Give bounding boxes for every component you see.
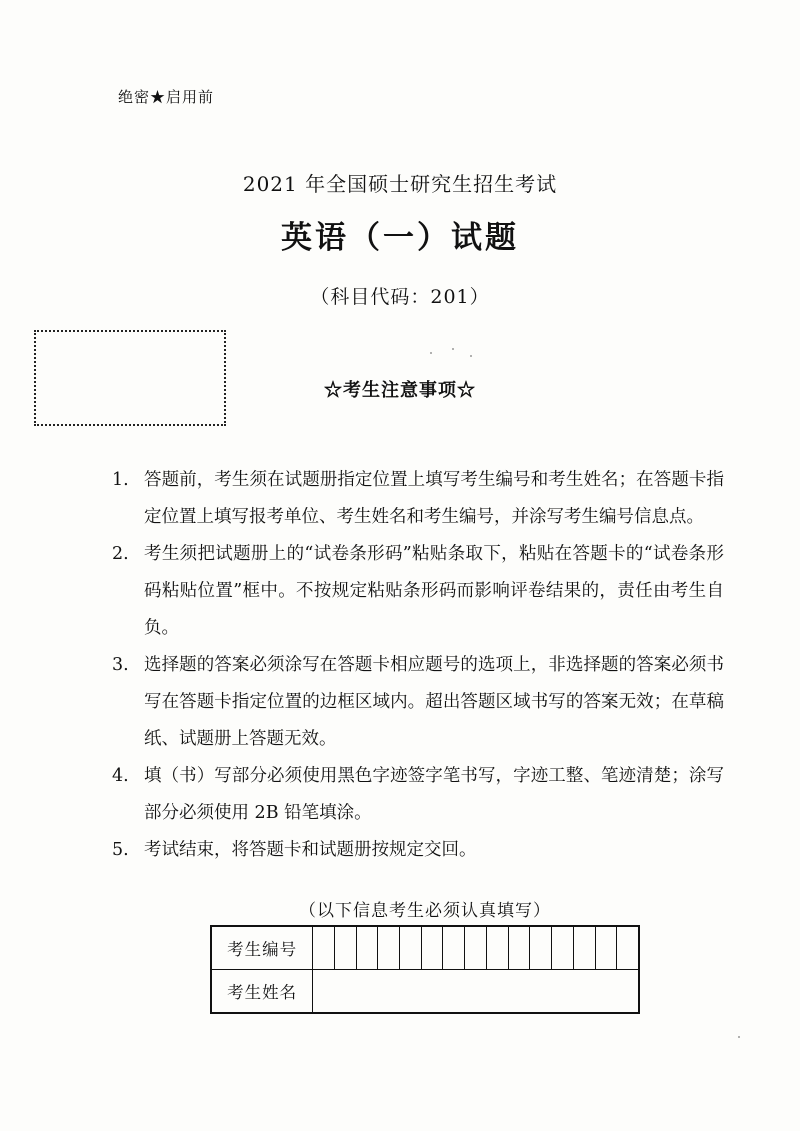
instruction-number: 1. [112, 470, 129, 490]
candidate-number-digit-cell[interactable] [313, 926, 335, 970]
candidate-name-row [211, 970, 639, 1014]
instruction-number: 3. [112, 655, 129, 675]
scan-speck [452, 348, 454, 350]
instructions-list [112, 462, 724, 869]
candidate-number-digit-cell[interactable] [595, 926, 617, 970]
candidate-info-table [210, 925, 640, 1014]
instruction-number: 2. [112, 544, 129, 564]
notice-title: ☆考生注意事项☆ [324, 380, 476, 401]
instruction-item [112, 462, 724, 536]
subject-code: （科目代码：201） [310, 286, 490, 308]
scan-speck [430, 352, 432, 354]
candidate-number-digit-cell[interactable] [334, 926, 356, 970]
exam-name: 2021 年全国硕士研究生招生考试 [242, 172, 558, 196]
instruction-text: 填（书）写部分必须使用黑色字迹签字笔书写，字迹工整、笔迹清楚；涂写部分必须使用 2B 铅笔填涂。 [144, 766, 724, 823]
candidate-name-label: 考生姓名 [211, 970, 313, 1014]
candidate-number-digit-cell[interactable] [443, 926, 465, 970]
candidate-number-digit-cell[interactable] [508, 926, 530, 970]
fill-note: （以下信息考生必须认真填写） [299, 901, 551, 921]
instruction-number: 4. [112, 766, 129, 786]
candidate-number-digit-cell[interactable] [486, 926, 508, 970]
confidential-mark: 绝密★启用前 [118, 88, 215, 106]
instruction-item [112, 536, 724, 647]
candidate-number-digit-cell[interactable] [400, 926, 422, 970]
page-title: 英语（一）试题 [281, 220, 519, 256]
candidate-number-digit-cell[interactable] [552, 926, 574, 970]
candidate-number-digit-cell[interactable] [378, 926, 400, 970]
candidate-number-digit-cell[interactable] [573, 926, 595, 970]
candidate-number-digit-cell[interactable] [530, 926, 552, 970]
instruction-number: 5. [112, 840, 129, 860]
candidate-number-row [211, 926, 639, 970]
instruction-item [112, 647, 724, 758]
scan-speck [470, 355, 472, 357]
candidate-number-label: 考生编号 [211, 926, 313, 970]
scan-speck [738, 1036, 740, 1038]
candidate-name-field[interactable] [313, 970, 639, 1014]
candidate-number-digit-cell[interactable] [421, 926, 443, 970]
instruction-text: 答题前，考生须在试题册指定位置上填写考生编号和考生姓名；在答题卡指定位置上填写报考单位、考生姓名和考生编号，并涂写考生编号信息点。 [144, 470, 724, 527]
instruction-item [112, 832, 724, 869]
instruction-text: 考生须把试题册上的“试卷条形码”粘贴条取下，粘贴在答题卡的“试卷条形码粘贴位置”框中。不按规定粘贴条形码而影响评卷结果的，责任由考生自负。 [144, 544, 724, 638]
instruction-text: 考试结束，将答题卡和试题册按规定交回。 [144, 840, 477, 860]
candidate-number-digit-cell[interactable] [356, 926, 378, 970]
candidate-number-digit-cell[interactable] [617, 926, 639, 970]
candidate-number-digit-cell[interactable] [465, 926, 487, 970]
instruction-item [112, 758, 724, 832]
instruction-text: 选择题的答案必须涂写在答题卡相应题号的选项上，非选择题的答案必须书写在答题卡指定位置的边框区域内。超出答题区域书写的答案无效；在草稿纸、试题册上答题无效。 [144, 655, 724, 749]
